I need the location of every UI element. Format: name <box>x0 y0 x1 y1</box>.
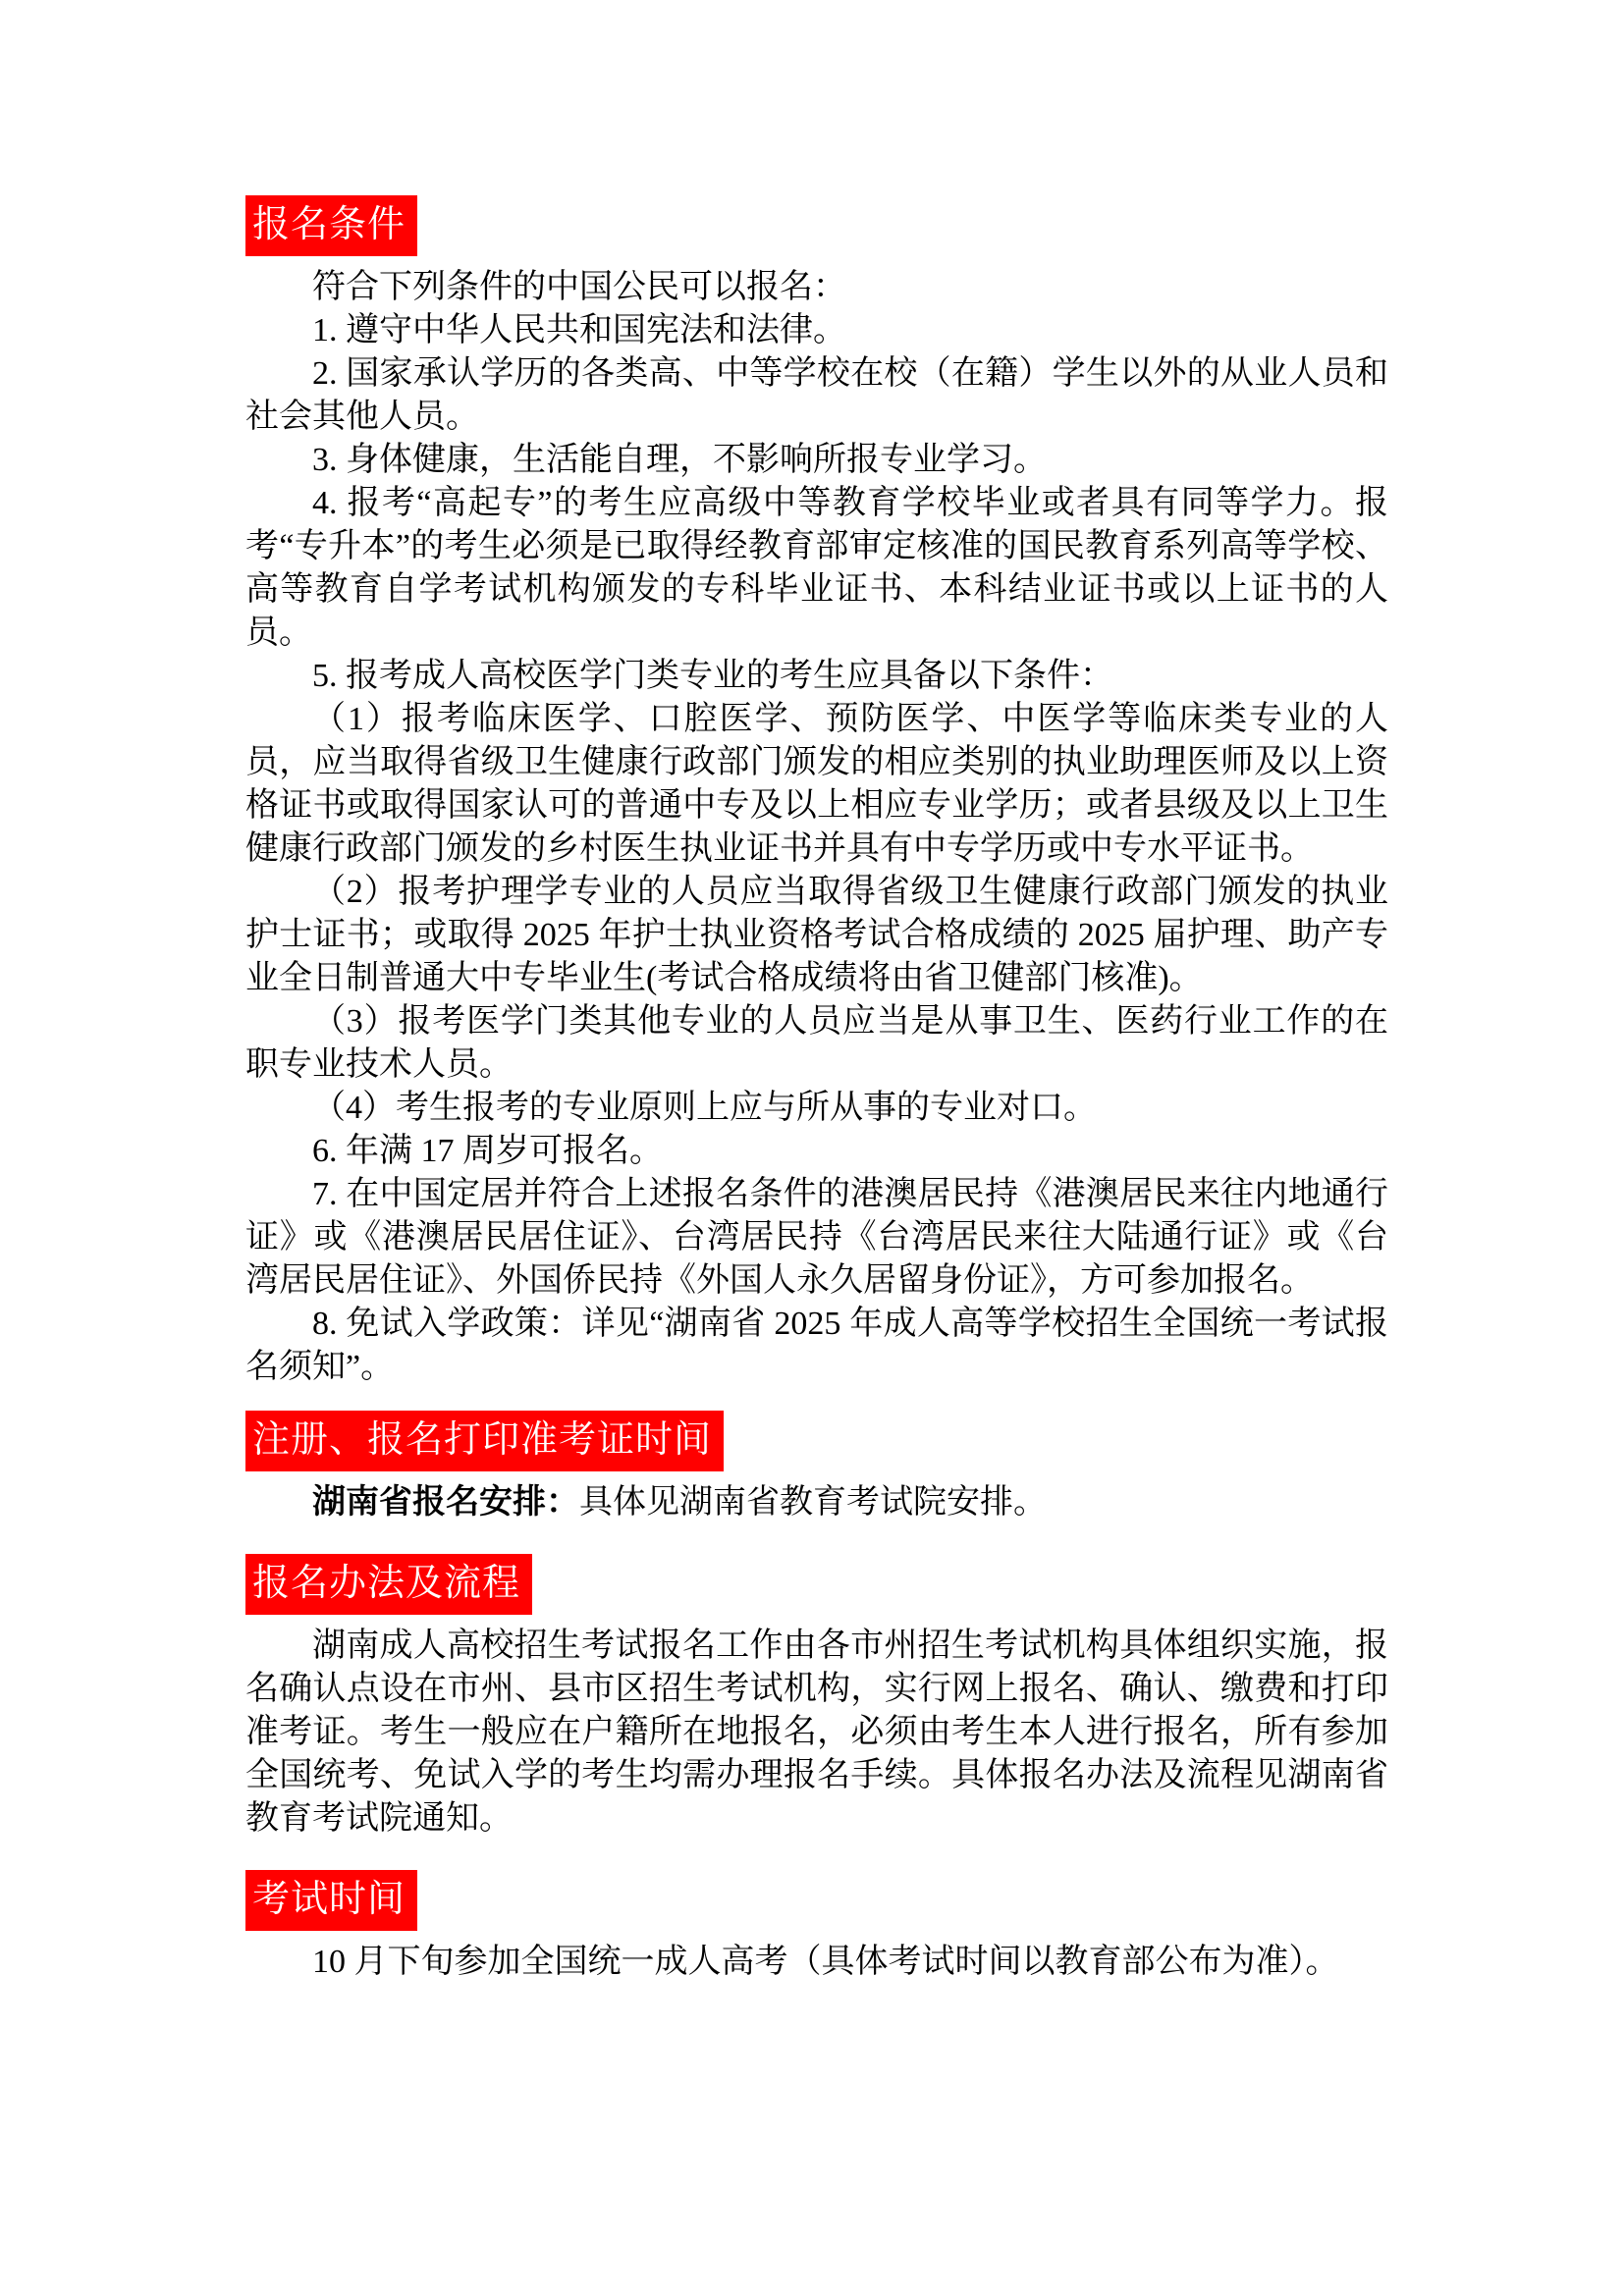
paragraph-item-5: 5. 报考成人高校医学门类专业的考生应具备以下条件： <box>312 658 1113 694</box>
section-registration-time-heading-row <box>245 1411 1388 1471</box>
paragraph-hunan-arrangement <box>245 1481 1388 1524</box>
document-content <box>245 195 1388 1984</box>
section-enrollment-conditions-heading-row <box>245 195 1388 256</box>
paragraph-item-5-sub-2: （2）报考护理学专业的人员应当取得省级卫生健康行政部门颁发的执业护士证书；或取得 2025 年护士执业资格考试合格成绩的 2025 届护理、助产专业全日制普通大中专毕业生(考试合格成绩将由省卫健部门核准)。 <box>245 874 1388 996</box>
paragraph-item-8: 8. 免试入学政策：详见“湖南省 2025 年成人高等学校招生全国统一考试报名须知”。 <box>245 1306 1388 1385</box>
paragraph-item-5-sub-4: （4）考生报考的专业原则上应与所从事的专业对口。 <box>312 1090 1097 1126</box>
paragraph-item-7: 7. 在中国定居并符合上述报名条件的港澳居民持《港澳居民来往内地通行证》或《港澳居民居住证》、台湾居民持《台湾居民来往大陆通行证》或《台湾居民居住证》、外国侨民持《外国人永久居留身份证》，方可参加报名。 <box>245 1176 1388 1299</box>
hunan-arrangement-label: 湖南省报名安排： <box>312 1484 579 1521</box>
paragraph-item-5-sub-1: （1）报考临床医学、口腔医学、预防医学、中医学等临床类专业的人员，应当取得省级卫生健康行政部门颁发的相应类别的执业助理医师及以上资格证书或取得国家认可的普通中专及以上相应专业学历；或者县级及以上卫生健康行政部门颁发的乡村医生执业证书并具有中专学历或中专水平证书。 <box>245 701 1388 867</box>
paragraph-item-6: 6. 年满 17 周岁可报名。 <box>312 1133 663 1169</box>
hunan-arrangement-text: 具体见湖南省教育考试院安排。 <box>579 1484 1047 1521</box>
section-heading-enrollment-conditions: 报名条件 <box>245 195 417 256</box>
paragraph-item-3: 3. 身体健康，生活能自理，不影响所报专业学习。 <box>312 442 1047 478</box>
section-heading-registration-method: 报名办法及流程 <box>245 1554 532 1615</box>
paragraph-item-5-sub-3: （3）报考医学门类其他专业的人员应当是从事卫生、医药行业工作的在职专业技术人员。 <box>245 1003 1388 1083</box>
paragraph-registration-method: 湖南成人高校招生考试报名工作由各市州招生考试机构具体组织实施，报名确认点设在市州、县市区招生考试机构，实行网上报名、确认、缴费和打印准考证。考生一般应在户籍所在地报名，必须由考生本人进行报名，所有参加全国统考、免试入学的考生均需办理报名手续。具体报名办法及流程见湖南省教育考试院通知。 <box>245 1628 1388 1837</box>
paragraph-item-1: 1. 遵守中华人民共和国宪法和法律。 <box>312 312 846 348</box>
section-heading-exam-time: 考试时间 <box>245 1870 417 1931</box>
section-heading-registration-time: 注册、报名打印准考证时间 <box>245 1411 724 1471</box>
paragraph-item-4: 4. 报考“高起专”的考生应高级中等教育学校毕业或者具有同等学力。报考“专升本”的考生必须是已取得经教育部审定核准的国民教育系列高等学校、高等教育自学考试机构颁发的专科毕业证书、本科结业证书或以上证书的人员。 <box>245 485 1388 651</box>
section-exam-time-heading-row <box>245 1870 1388 1931</box>
paragraph-exam-time: 10 月下旬参加全国统一成人高考（具体考试时间以教育部公布为准）。 <box>312 1944 1339 1980</box>
paragraph-intro: 符合下列条件的中国公民可以报名： <box>312 269 846 305</box>
section-registration-method-heading-row <box>245 1554 1388 1615</box>
paragraph-item-2: 2. 国家承认学历的各类高、中等学校在校（在籍）学生以外的从业人员和社会其他人员。 <box>245 355 1388 435</box>
